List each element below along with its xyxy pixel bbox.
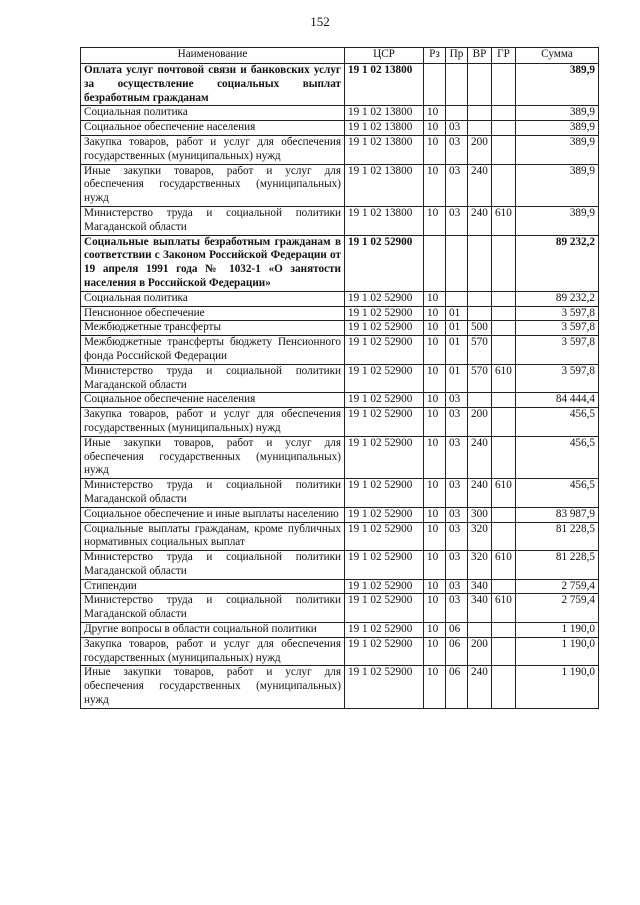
cell-gr	[492, 637, 516, 666]
cell-sum: 84 444,4	[516, 393, 599, 408]
cell-pr	[446, 106, 468, 121]
table-body	[81, 64, 599, 709]
cell-pr	[446, 64, 468, 106]
cell-pr: 01	[446, 364, 468, 393]
cell-rz: 10	[424, 666, 446, 708]
cell-pr: 06	[446, 637, 468, 666]
cell-name: Социальная политика	[81, 106, 345, 121]
table-row	[81, 235, 599, 291]
cell-pr: 01	[446, 336, 468, 365]
cell-csr: 19 1 02 52900	[345, 393, 424, 408]
cell-sum: 89 232,2	[516, 235, 599, 291]
cell-csr: 19 1 02 13800	[345, 164, 424, 206]
table-row	[81, 666, 599, 708]
table-row	[81, 291, 599, 306]
cell-vr: 300	[468, 507, 492, 522]
cell-vr	[468, 393, 492, 408]
cell-name: Закупка товаров, работ и услуг для обеспечения государственных (муниципальных) нужд	[81, 637, 345, 666]
cell-name: Межбюджетные трансферты бюджету Пенсионного фонда Российской Федерации	[81, 336, 345, 365]
cell-gr	[492, 121, 516, 136]
cell-csr: 19 1 02 52900	[345, 637, 424, 666]
cell-name: Стипендии	[81, 579, 345, 594]
header-sum: Сумма	[516, 48, 599, 64]
cell-vr: 240	[468, 164, 492, 206]
cell-gr	[492, 666, 516, 708]
cell-gr	[492, 135, 516, 164]
cell-sum: 389,9	[516, 135, 599, 164]
cell-pr	[446, 291, 468, 306]
cell-rz: 10	[424, 336, 446, 365]
cell-csr: 19 1 02 52900	[345, 507, 424, 522]
cell-csr: 19 1 02 13800	[345, 206, 424, 235]
cell-name: Министерство труда и социальной политики Магаданской области	[81, 364, 345, 393]
table-row	[81, 106, 599, 121]
cell-vr	[468, 106, 492, 121]
cell-sum: 81 228,5	[516, 522, 599, 551]
table-row	[81, 594, 599, 623]
table-row	[81, 393, 599, 408]
cell-rz: 10	[424, 637, 446, 666]
cell-vr: 340	[468, 579, 492, 594]
cell-name: Социальная политика	[81, 291, 345, 306]
cell-gr	[492, 321, 516, 336]
header-csr: ЦСР	[345, 48, 424, 64]
cell-rz	[424, 64, 446, 106]
cell-vr: 500	[468, 321, 492, 336]
cell-vr: 240	[468, 666, 492, 708]
cell-vr: 240	[468, 479, 492, 508]
cell-csr: 19 1 02 52900	[345, 336, 424, 365]
cell-rz: 10	[424, 291, 446, 306]
cell-sum: 1 190,0	[516, 637, 599, 666]
table-row	[81, 306, 599, 321]
table-row	[81, 164, 599, 206]
cell-vr: 320	[468, 551, 492, 580]
table-row	[81, 623, 599, 638]
cell-gr	[492, 507, 516, 522]
cell-rz: 10	[424, 393, 446, 408]
header-pr: Пр	[446, 48, 468, 64]
cell-name: Иные закупки товаров, работ и услуг для обеспечения государственных (муниципальных) нужд	[81, 164, 345, 206]
cell-gr	[492, 106, 516, 121]
cell-name: Иные закупки товаров, работ и услуг для обеспечения государственных (муниципальных) нужд	[81, 666, 345, 708]
page-number: 152	[310, 14, 330, 29]
table-row	[81, 551, 599, 580]
cell-sum: 3 597,8	[516, 321, 599, 336]
cell-vr	[468, 291, 492, 306]
cell-rz: 10	[424, 121, 446, 136]
cell-pr: 03	[446, 408, 468, 437]
table-row	[81, 336, 599, 365]
cell-vr: 320	[468, 522, 492, 551]
cell-vr	[468, 64, 492, 106]
cell-rz: 10	[424, 364, 446, 393]
cell-rz: 10	[424, 507, 446, 522]
cell-sum: 389,9	[516, 206, 599, 235]
cell-name: Социальное обеспечение населения	[81, 121, 345, 136]
cell-vr	[468, 623, 492, 638]
cell-vr	[468, 306, 492, 321]
cell-csr: 19 1 02 52900	[345, 436, 424, 478]
table-row	[81, 408, 599, 437]
cell-pr: 01	[446, 321, 468, 336]
table-row	[81, 206, 599, 235]
cell-rz: 10	[424, 408, 446, 437]
cell-name: Межбюджетные трансферты	[81, 321, 345, 336]
header-vr: ВР	[468, 48, 492, 64]
cell-sum: 2 759,4	[516, 594, 599, 623]
table-row	[81, 479, 599, 508]
cell-pr: 03	[446, 436, 468, 478]
cell-vr	[468, 235, 492, 291]
cell-vr	[468, 121, 492, 136]
table-row	[81, 135, 599, 164]
cell-rz: 10	[424, 306, 446, 321]
cell-csr: 19 1 02 13800	[345, 121, 424, 136]
table-row	[81, 364, 599, 393]
cell-name: Социальное обеспечение населения	[81, 393, 345, 408]
cell-vr: 570	[468, 336, 492, 365]
cell-csr: 19 1 02 52900	[345, 594, 424, 623]
cell-name: Министерство труда и социальной политики Магаданской области	[81, 594, 345, 623]
cell-rz: 10	[424, 522, 446, 551]
cell-sum: 456,5	[516, 479, 599, 508]
cell-csr: 19 1 02 52900	[345, 522, 424, 551]
cell-name: Другие вопросы в области социальной политики	[81, 623, 345, 638]
cell-pr: 03	[446, 206, 468, 235]
cell-sum: 456,5	[516, 408, 599, 437]
cell-csr: 19 1 02 52900	[345, 408, 424, 437]
cell-sum: 389,9	[516, 164, 599, 206]
cell-sum: 3 597,8	[516, 336, 599, 365]
cell-name: Иные закупки товаров, работ и услуг для обеспечения государственных (муниципальных) нужд	[81, 436, 345, 478]
cell-csr: 19 1 02 52900	[345, 551, 424, 580]
cell-gr	[492, 579, 516, 594]
cell-sum: 389,9	[516, 121, 599, 136]
cell-gr: 610	[492, 206, 516, 235]
cell-rz: 10	[424, 594, 446, 623]
cell-sum: 389,9	[516, 106, 599, 121]
cell-rz: 10	[424, 106, 446, 121]
cell-sum: 81 228,5	[516, 551, 599, 580]
cell-sum: 1 190,0	[516, 623, 599, 638]
cell-rz: 10	[424, 579, 446, 594]
cell-name: Закупка товаров, работ и услуг для обеспечения государственных (муниципальных) нужд	[81, 408, 345, 437]
cell-vr: 240	[468, 436, 492, 478]
budget-table	[80, 47, 599, 709]
cell-rz: 10	[424, 164, 446, 206]
cell-pr: 03	[446, 507, 468, 522]
table-header-row	[81, 48, 599, 64]
cell-csr: 19 1 02 52900	[345, 306, 424, 321]
cell-vr: 200	[468, 637, 492, 666]
cell-csr: 19 1 02 52900	[345, 579, 424, 594]
cell-pr: 03	[446, 121, 468, 136]
cell-rz	[424, 235, 446, 291]
cell-vr: 340	[468, 594, 492, 623]
table-row	[81, 321, 599, 336]
cell-rz: 10	[424, 321, 446, 336]
cell-pr: 03	[446, 164, 468, 206]
cell-gr	[492, 64, 516, 106]
cell-rz: 10	[424, 551, 446, 580]
table-row	[81, 637, 599, 666]
cell-csr: 19 1 02 52900	[345, 291, 424, 306]
table-row	[81, 121, 599, 136]
cell-rz: 10	[424, 135, 446, 164]
cell-vr: 200	[468, 408, 492, 437]
cell-csr: 19 1 02 52900	[345, 666, 424, 708]
table-row	[81, 522, 599, 551]
cell-pr: 03	[446, 522, 468, 551]
cell-csr: 19 1 02 52900	[345, 235, 424, 291]
cell-pr: 01	[446, 306, 468, 321]
header-name: Наименование	[81, 48, 345, 64]
table-row	[81, 579, 599, 594]
cell-name: Оплата услуг почтовой связи и банковских услуг за осуществление социальных выплат безработным гражданам	[81, 64, 345, 106]
cell-gr	[492, 623, 516, 638]
cell-gr	[492, 408, 516, 437]
cell-csr: 19 1 02 52900	[345, 479, 424, 508]
cell-pr: 03	[446, 551, 468, 580]
cell-rz: 10	[424, 206, 446, 235]
cell-pr	[446, 235, 468, 291]
cell-csr: 19 1 02 13800	[345, 135, 424, 164]
cell-sum: 2 759,4	[516, 579, 599, 594]
cell-name: Министерство труда и социальной политики Магаданской области	[81, 206, 345, 235]
cell-vr: 570	[468, 364, 492, 393]
cell-csr: 19 1 02 13800	[345, 64, 424, 106]
cell-sum: 89 232,2	[516, 291, 599, 306]
cell-name: Закупка товаров, работ и услуг для обеспечения государственных (муниципальных) нужд	[81, 135, 345, 164]
table-row	[81, 64, 599, 106]
table-row	[81, 436, 599, 478]
cell-sum: 83 987,9	[516, 507, 599, 522]
header-gr: ГР	[492, 48, 516, 64]
cell-gr	[492, 393, 516, 408]
cell-csr: 19 1 02 13800	[345, 106, 424, 121]
cell-gr	[492, 164, 516, 206]
cell-gr	[492, 291, 516, 306]
cell-csr: 19 1 02 52900	[345, 364, 424, 393]
cell-rz: 10	[424, 479, 446, 508]
cell-pr: 06	[446, 666, 468, 708]
cell-pr: 03	[446, 579, 468, 594]
cell-name: Социальные выплаты гражданам, кроме публичных нормативных социальных выплат	[81, 522, 345, 551]
cell-gr	[492, 235, 516, 291]
cell-rz: 10	[424, 436, 446, 478]
cell-gr: 610	[492, 479, 516, 508]
cell-name: Министерство труда и социальной политики Магаданской области	[81, 551, 345, 580]
cell-sum: 3 597,8	[516, 306, 599, 321]
cell-csr: 19 1 02 52900	[345, 321, 424, 336]
cell-gr: 610	[492, 594, 516, 623]
cell-sum: 389,9	[516, 64, 599, 106]
cell-vr: 240	[468, 206, 492, 235]
cell-gr	[492, 522, 516, 551]
cell-sum: 1 190,0	[516, 666, 599, 708]
cell-pr: 03	[446, 479, 468, 508]
cell-sum: 3 597,8	[516, 364, 599, 393]
cell-rz: 10	[424, 623, 446, 638]
cell-gr: 610	[492, 364, 516, 393]
cell-gr: 610	[492, 551, 516, 580]
cell-gr	[492, 336, 516, 365]
cell-gr	[492, 436, 516, 478]
cell-pr: 03	[446, 594, 468, 623]
cell-name: Пенсионное обеспечение	[81, 306, 345, 321]
header-rz: Рз	[424, 48, 446, 64]
cell-name: Социальные выплаты безработным гражданам в соответствии с Законом Российской Федерации от 19 апреля 1991 года № 1032-1 «О занятости населения в Российской Федерации»	[81, 235, 345, 291]
cell-pr: 03	[446, 135, 468, 164]
cell-sum: 456,5	[516, 436, 599, 478]
cell-name: Социальное обеспечение и иные выплаты населению	[81, 507, 345, 522]
cell-pr: 03	[446, 393, 468, 408]
table-row	[81, 507, 599, 522]
cell-vr: 200	[468, 135, 492, 164]
cell-name: Министерство труда и социальной политики Магаданской области	[81, 479, 345, 508]
cell-gr	[492, 306, 516, 321]
cell-csr: 19 1 02 52900	[345, 623, 424, 638]
cell-pr: 06	[446, 623, 468, 638]
